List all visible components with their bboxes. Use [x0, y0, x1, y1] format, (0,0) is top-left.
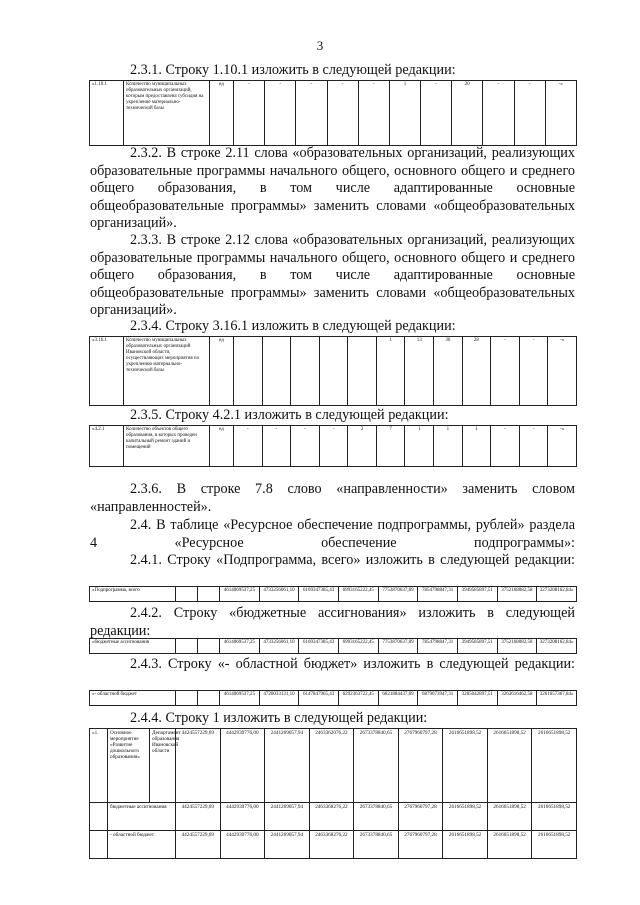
row1-value: 2463362076,22 — [309, 729, 354, 803]
row1-sub-value: 2673378840,65 — [354, 803, 399, 831]
indicator-code: «4.2.1 — [90, 426, 124, 467]
table-row-3-16-1 — [89, 336, 577, 406]
row1-sub-value: 2463368276,22 — [309, 803, 354, 831]
indicator-value: -» — [545, 81, 576, 146]
row1-sub-value: 2767960797,28 — [398, 803, 443, 831]
row-value: 3949585897,51 — [457, 587, 497, 602]
row-value: 3273208162,84» — [537, 587, 577, 602]
indicator-value: 13 — [405, 337, 434, 406]
row1-sub-value: 2463368276,22 — [309, 831, 354, 859]
row1-sub-value: 4424557229,69 — [176, 831, 221, 859]
row-value: 4733256061,10 — [259, 587, 299, 602]
indicator-value: - — [491, 337, 520, 406]
indicator-unit: ед — [210, 337, 234, 406]
indicator-value: - — [291, 426, 320, 467]
row-value: 4614069537,25 — [220, 639, 260, 654]
para-2-4-1: 2.4.1. Строку «Подпрограмма, всего» изложить в следующей редакции: — [130, 552, 575, 568]
indicator-value: - — [234, 426, 263, 467]
row-value: 3263616462,58 — [497, 691, 537, 706]
indicator-value: 36 — [434, 337, 463, 406]
indicator-value — [319, 337, 348, 406]
row1-value: 2673378840,65 — [354, 729, 399, 803]
row-value: 4733256061,10 — [259, 639, 299, 654]
row1-name: Основное мероприятие «Развитие дошкольного образования» — [108, 729, 150, 803]
indicator-value: - — [491, 426, 520, 467]
table-budget — [89, 638, 577, 654]
indicator-value — [262, 337, 291, 406]
indicator-unit: ед — [210, 426, 234, 467]
row1-value: 4442939776,00 — [220, 729, 265, 803]
row-label: «бюджетные ассигнования — [90, 639, 176, 654]
indicator-value: - — [262, 426, 291, 467]
page-number: 3 — [316, 38, 324, 53]
row-value: 4614069537,25 — [220, 691, 260, 706]
indicator-value: -» — [548, 426, 577, 467]
row-value: 6169347385,43 — [299, 587, 339, 602]
indicator-code: «1.10.1 — [90, 81, 124, 146]
row-value: 3285042897,51 — [457, 691, 497, 706]
row1-value: 2616651898,52 — [443, 729, 488, 803]
para-2-3-2: 2.3.2. В строке 2.11 слова «образовательных организаций, реализующих образовательные программы начального общего, основного общего и среднего общего образования, в том числе адаптированные основные общеобразовательные программы» заменить словами «общеобразовательных организаций». — [90, 145, 575, 232]
empty-cell — [198, 639, 220, 654]
row-value: 3261657367,84» — [537, 691, 577, 706]
row-value: 6993165222,45 — [338, 587, 378, 602]
indicator-value: 1 — [405, 426, 434, 467]
row-value: 6169347385,43 — [299, 639, 339, 654]
row1-sub-value: 2616651898,52 — [532, 803, 577, 831]
row1-sub-value: 2441269057,94 — [265, 803, 310, 831]
indicator-value — [291, 337, 320, 406]
indicator-name: Количество муниципальных образовательных организаций, которым предоставлена субсидия на укрепление материально-технической базы — [124, 81, 210, 146]
row-value: 6147847965,43 — [299, 691, 339, 706]
row-value: 3949585897,51 — [457, 639, 497, 654]
indicator-name: Количество объектов общего образования, в которых проведен капитальный ремонт зданий и помещений — [124, 426, 210, 467]
indicator-value: - — [483, 81, 514, 146]
para-2-4-2: 2.4.2. Строку «бюджетные ассигнования» изложить в следующей редакции: — [90, 605, 575, 639]
row1-sub-label: - областной бюджет — [108, 831, 176, 859]
indicator-value: 2 — [348, 426, 377, 467]
empty-cell — [198, 587, 220, 602]
indicator-value: - — [514, 81, 545, 146]
row1-sub-label: бюджетные ассигнования — [108, 803, 176, 831]
row-value: 3273208162,84» — [537, 639, 577, 654]
row1-value: 4424557229,69 — [176, 729, 221, 803]
indicator-value — [348, 337, 377, 406]
table-regional-budget — [89, 690, 577, 706]
para-2-3-6: 2.3.6. В строке 7.8 слово «направленности» заменить словом «направленностей». — [90, 481, 575, 515]
indicator-value: - — [319, 426, 348, 467]
row1-sub-value: 2673378840,65 — [354, 831, 399, 859]
row-value: 3752168082,58 — [497, 639, 537, 654]
table-subprogram-total — [89, 586, 577, 602]
indicator-value: - — [519, 337, 548, 406]
row-value: 6821884437,89 — [378, 691, 418, 706]
row1-value: 2767960797,28 — [398, 729, 443, 803]
para-2-3-3: 2.3.3. В строке 2.12 слова «образовательных организаций, реализующих образовательные программы начального общего, основного общего и среднего общего образования, в том числе адаптированные основные общеобразовательные программы» заменить словами «общеобразовательных организаций». — [90, 232, 575, 319]
row1-sub-value: 4424557229,69 — [176, 803, 221, 831]
row1-value: 2616651898,52 — [532, 729, 577, 803]
indicator-value: 20 — [452, 81, 483, 146]
indicator-value: - — [296, 81, 327, 146]
row1-sub-value: 2616651898,52 — [532, 831, 577, 859]
indicator-value: - — [519, 426, 548, 467]
row1-sub-value: 2616651898,52 — [487, 831, 532, 859]
row-value: 7854798847,31 — [418, 587, 458, 602]
row-label: «- областной бюджет — [90, 691, 176, 706]
empty-cell — [176, 639, 198, 654]
para-2-4: 2.4. В таблице «Ресурсное обеспечение подпрограммы, рублей» раздела 4 «Ресурсное обеспечение подпрограммы»: — [90, 517, 575, 551]
indicator-value: 28 — [462, 337, 491, 406]
row-value: 4614069537,25 — [220, 587, 260, 602]
indicator-name: Количество муниципальных образовательных организаций Ивановской области, осуществляющих мероприятия по укреплению материально-технической базы — [124, 337, 210, 406]
indicator-value: - — [421, 81, 452, 146]
row-label: «Подпрограмма, всего — [90, 587, 176, 602]
indicator-value: 1 — [434, 426, 463, 467]
row1-sub-value: 2767960797,28 — [398, 831, 443, 859]
indicator-unit: ед — [210, 81, 234, 146]
row1-sub-value: 2616651898,52 — [487, 803, 532, 831]
indicator-value: - — [234, 81, 265, 146]
row-value: 3752168082,58 — [497, 587, 537, 602]
para-2-3-1: 2.3.1. Строку 1.10.1 изложить в следующей редакции: — [130, 62, 456, 78]
indicator-value: -» — [548, 337, 577, 406]
row-value: 7753870637,89 — [378, 587, 418, 602]
empty-cell — [176, 587, 198, 602]
row-value: 6993165222,45 — [338, 639, 378, 654]
row1-executor: Департамент образования Ивановской области — [150, 729, 176, 803]
para-2-4-3: 2.4.3. Строку «- областной бюджет» изложить в следующей редакции: — [130, 656, 575, 672]
empty-cell — [176, 691, 198, 706]
indicator-value — [234, 337, 263, 406]
indicator-value: - — [265, 81, 296, 146]
row1-sub-value: 4442939776,00 — [220, 831, 265, 859]
row-value: 7854798847,31 — [418, 639, 458, 654]
indicator-value: 1 — [389, 81, 420, 146]
row1-value: 2441269057,94 — [265, 729, 310, 803]
table-row-1 — [89, 728, 577, 859]
row1-value: 2616651898,52 — [487, 729, 532, 803]
row-value: 6879073947,31 — [418, 691, 458, 706]
table-row-1-10-1 — [89, 80, 577, 146]
indicator-value: 7 — [376, 426, 405, 467]
indicator-value: - — [327, 81, 358, 146]
row1-sub-value: 4442939776,00 — [220, 803, 265, 831]
indicator-value: - — [358, 81, 389, 146]
empty-cell — [198, 691, 220, 706]
row-value: 6292363722,45 — [338, 691, 378, 706]
indicator-value: 1 — [462, 426, 491, 467]
para-2-3-5: 2.3.5. Строку 4.2.1 изложить в следующей редакции: — [130, 407, 449, 423]
row-value: 7753870637,89 — [378, 639, 418, 654]
para-2-4-4: 2.4.4. Строку 1 изложить в следующей редакции: — [130, 710, 428, 726]
row1-num: «1. — [90, 729, 108, 803]
row-value: 4720033131,10 — [259, 691, 299, 706]
row1-sub-value: 2616651898,52 — [443, 831, 488, 859]
row1-sub-value: 2616651898,52 — [443, 803, 488, 831]
indicator-code: «3.16.1 — [90, 337, 124, 406]
row1-sub-value: 2441269057,94 — [265, 831, 310, 859]
indicator-value: 1 — [376, 337, 405, 406]
table-row-4-2-1 — [89, 425, 577, 467]
para-2-3-4: 2.3.4. Строку 3.16.1 изложить в следующей редакции: — [130, 318, 456, 334]
